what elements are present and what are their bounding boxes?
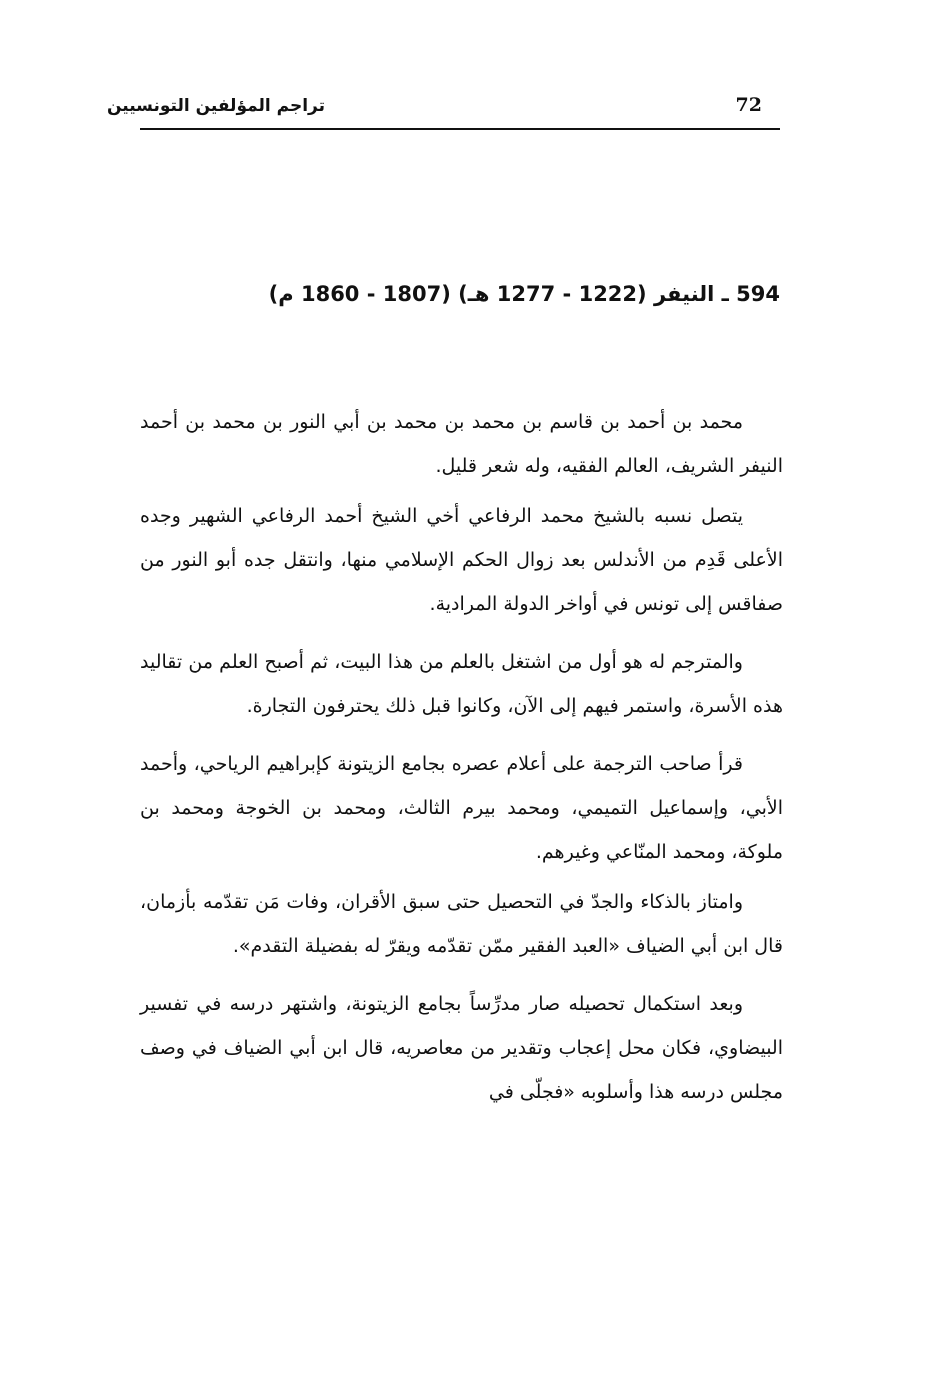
running-title: تراجم المؤلفين التونسيين — [107, 96, 325, 116]
paragraph: محمد بن أحمد بن قاسم بن محمد بن محمد بن أبي النور بن محمد بن أحمد النيفر الشريف، العالم الفقيه، وله شعر قليل. — [140, 411, 783, 477]
paragraph: يتصل نسبه بالشيخ محمد الرفاعي أخي الشيخ أحمد الرفاعي الشهير وجده الأعلى قَدِم من الأندلس بعد زوال الحكم الإسلامي منها، وانتقل جده أبو النور من صفاقس إلى تونس في أواخر الدولة المرادية. — [140, 505, 783, 615]
paragraph: قرأ صاحب الترجمة على أعلام عصره بجامع الزيتونة كإبراهيم الرياحي، وأحمد الأبي، وإسماعيل التميمي، ومحمد بيرم الثالث، ومحمد بن الخوجة ومحمد بن ملوكة، ومحمد المنّاعي وغيرهم. — [140, 753, 783, 863]
page-number: 72 — [735, 94, 762, 116]
page-header — [107, 92, 780, 130]
paragraph: وبعد استكمال تحصيله صار مدرِّساً بجامع الزيتونة، واشتهر درسه في تفسير البيضاوي، فكان محل إعجاب وتقدير من معاصريه، قال ابن أبي الضياف في وصف مجلس درسه هذا وأسلوبه «فجلّى في — [140, 993, 783, 1103]
body-text — [140, 400, 783, 1120]
entry-title: 594 ـ النيفر (1222 - 1277 هـ) (1807 - 1860 م) — [268, 282, 780, 306]
paragraph: والمترجم له هو أول من اشتغل بالعلم من هذا البيت، ثم أصبح العلم من تقاليد هذه الأسرة، واستمر فيهم إلى الآن، وكانوا قبل ذلك يحترفون التجارة. — [140, 651, 783, 717]
paragraph: وامتاز بالذكاء والجدّ في التحصيل حتى سبق الأقران، وفات مَن تقدّمه بأزمان، قال ابن أبي الضياف «العبد الفقير ممّن تقدّمه ويقرّ له بفضيلة التقدم». — [140, 891, 783, 957]
